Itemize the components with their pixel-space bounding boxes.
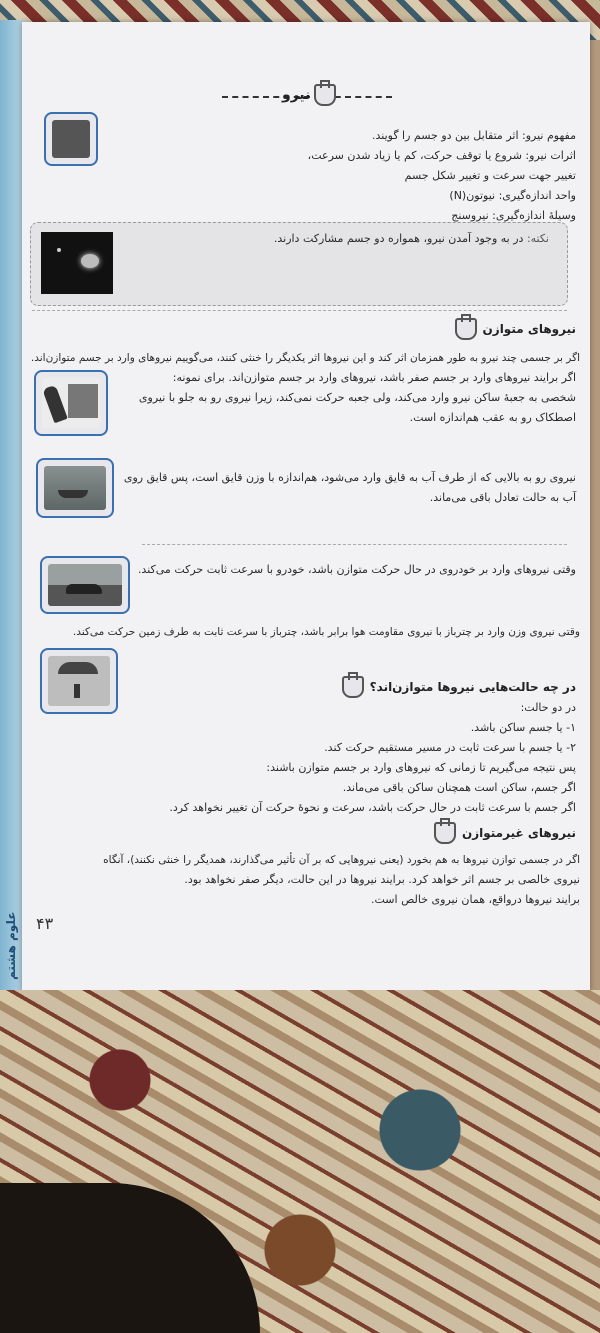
lab-flask-icon (455, 318, 477, 340)
parachute-image (40, 648, 118, 714)
unbalanced-line: برایند نیروها درواقع، همان نیروی خالص است. (371, 893, 580, 906)
car-image (40, 556, 130, 614)
book-page (22, 22, 590, 992)
balanced-para-line: اصطکاک رو به عقب هم‌اندازه است. (409, 411, 576, 424)
shadow-region (0, 1183, 260, 1333)
when-line: اگر جسم، ساکن است همچنان ساکن باقی می‌ماند. (342, 781, 576, 794)
page-header (282, 84, 336, 106)
parachute-text: وقتی نیروی وزن وارد بر چترباز با نیروی مقاومت هوا برابر باشد، چترباز با سرعت ثابت به طرف زمین حرکت می‌کند. (72, 626, 580, 638)
spine-label: علوم هشتم (4, 911, 18, 980)
balanced-para-line: اگر برایند نیروهای وارد بر جسم صفر باشد، نیروهای وارد بر جسم متوازن‌اند. برای نمونه: (172, 371, 576, 384)
intro-line: اثرات نیرو: شروع یا توقف حرکت، کم یا زیاد شدن سرعت، (307, 149, 576, 162)
unbalanced-line: نیروی خالصی بر جسم اثر خواهد کرد. برایند نیروها در این حالت، دیگر صفر نخواهد بود. (184, 873, 580, 886)
intro-block (308, 126, 576, 226)
dotted-divider (142, 544, 567, 545)
page-number: ۴۳ (36, 914, 54, 933)
boat-text-line: آب به حالت تعادل باقی می‌ماند. (429, 491, 576, 504)
dynamometer-image (44, 112, 98, 166)
note-text: در به وجود آمدن نیرو، همواره دو جسم مشارکت دارند. (273, 232, 524, 245)
intro-line: واحد اندازه‌گیری: نیوتون(N) (449, 189, 576, 202)
page-title: نیرو (282, 87, 311, 103)
when-block (169, 698, 576, 818)
balanced-heading-row (455, 318, 576, 340)
unbalanced-block (103, 850, 580, 910)
boat-text-line: نیروی رو به بالایی که از طرف آب به قایق وارد می‌شود، هم‌اندازه با وزن قایق است، پس قایق روی (123, 471, 576, 484)
lab-flask-icon (434, 822, 456, 844)
unbalanced-heading: نیروهای غیرمتوازن (461, 826, 576, 840)
boat-image (36, 458, 114, 518)
intro-line: وسیلهٔ اندازه‌گیری: نیروسنج (451, 209, 576, 222)
unbalanced-line: اگر در جسمی توازن نیروها به هم بخورد (یعنی نیروهایی که بر آن تأثیر می‌گذارند، همدیگر را خنثی نکنند)، آنگاه (103, 854, 580, 866)
unbalanced-heading-row (434, 822, 576, 844)
balanced-para-line: شخصی به جعبهٔ ساکن نیرو وارد می‌کند، ولی جعبه حرکت نمی‌کند، زیرا نیروی رو به جلو با نیروی (138, 391, 576, 404)
intro-line: تغییر جهت سرعت و تغییر شکل جسم (404, 169, 576, 182)
when-line: ۱- یا جسم ساکن باشد. (470, 721, 576, 734)
lab-flask-icon (342, 676, 364, 698)
note-box (30, 222, 568, 306)
when-line: ۲- یا جسم با سرعت ثابت در مسیر مستقیم حرکت کند. (324, 741, 576, 754)
note-text-row (274, 229, 549, 249)
when-heading: در چه حالت‌هایی نیروها متوازن‌اند؟ (369, 680, 576, 694)
carpet-background-bottom (0, 990, 600, 1333)
space-image (41, 232, 113, 294)
when-heading-row (342, 676, 576, 698)
intro-line: مفهوم نیرو: اثر متقابل بین دو جسم را گویند. (371, 129, 576, 142)
push-box-image (34, 370, 108, 436)
note-label: نکته: (526, 232, 549, 245)
balanced-heading: نیروهای متوازن (482, 322, 576, 336)
when-line: در دو حالت: (520, 701, 576, 714)
section-separator (32, 310, 567, 311)
balanced-para-line: اگر بر جسمی چند نیرو به طور همزمان اثر کند و این نیروها اثر یکدیگر را خنثی کنند، می‌گوییم نیروهای وارد بر جسم متوازن‌اند. (30, 352, 580, 364)
when-line: پس نتیجه می‌گیریم تا زمانی که نیروهای وارد بر جسم متوازن باشند: (266, 761, 576, 774)
car-text: وقتی نیروهای وارد بر خودروی در حال حرکت متوازن باشد، خودرو با سرعت ثابت حرکت می‌کند. (137, 563, 576, 576)
lab-flask-icon (314, 84, 336, 106)
when-line: اگر جسم با سرعت ثابت در حال حرکت باشد، سرعت و نحوهٔ حرکت آن تغییر نخواهد کرد. (169, 801, 576, 814)
